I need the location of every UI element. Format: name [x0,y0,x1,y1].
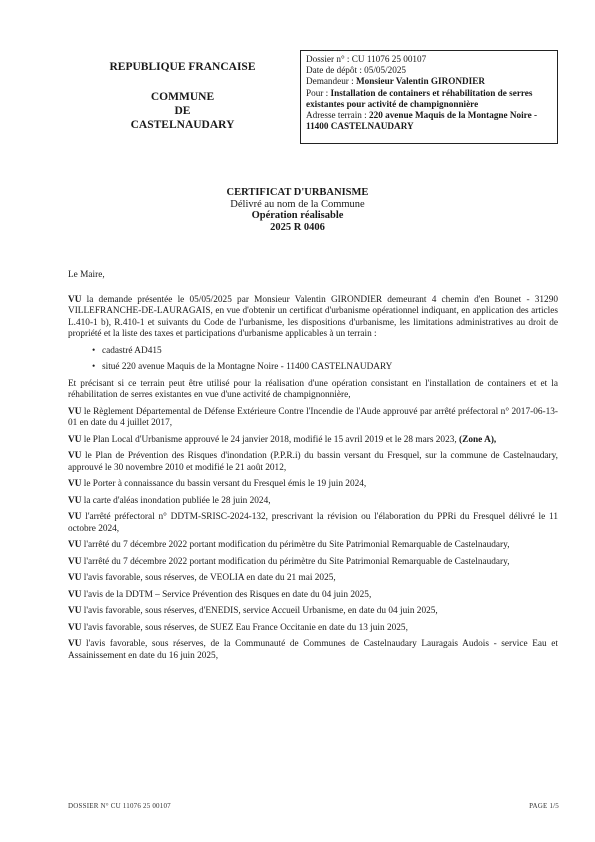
vu-label: VU [68,294,82,305]
paragraph-suez [68,623,558,635]
paragraph-ddtm [68,590,558,602]
republique-label: REPUBLIQUE FRANCAISE [109,61,256,73]
dossier-number: Dossier n° : CU 11076 25 00107 [306,54,427,64]
pour-label: Pour : [306,87,331,98]
paragraph-plu [68,435,558,447]
demandeur-label: Demandeur : [306,76,357,87]
adresse-value: 220 avenue Maquis de la Montagne Noire - 11400 CASTELNAUDARY [306,110,538,132]
vu-label: VU [68,556,82,567]
vu-label: VU [68,606,82,616]
paragraph-veolia [68,573,558,585]
bullet-situation: • situé 220 avenue Maquis de la Montagne Noire - 11400 CASTELNAUDARY [68,362,558,374]
paragraph-text: la demande présentée le 05/05/2025 par Monsieur Valentin GIRONDIER demeurant 4 chemin d'en Bounet - 31290 VILLEFRANCHE-DE-LAURAGAIS, en vue d'obtenir un certificat d'urbanisme opérationnel indiquant, en application des articles L.410-1 b), R.410-1 et suivants du Code de l'urbanisme, les dispositions d'urbanisme, les limitations administratives au droit de propriété et la liste des taxes et participations d'urbanisme applicables à un terrain : [68,294,558,339]
title-line-4: 2025 R 0406 [270,221,325,233]
title-line-1: CERTIFICAT D'URBANISME [226,187,369,198]
paragraph-demande [68,295,558,341]
paragraph-text: l'avis favorable, sous réserves, d'ENEDIS, service Accueil Urbanisme, en date du 04 juin 2025, [83,606,438,616]
paragraph-text: la carte d'aléas inondation publiée le 28 juin 2024, [83,495,271,506]
salutation: Le Maire, [68,270,105,280]
vu-label: VU [68,434,82,445]
pour-line [306,88,552,110]
document-title [0,187,595,233]
adresse-line [306,110,552,132]
paragraph-ppri [68,451,558,474]
vu-label: VU [68,639,82,649]
paragraph-enedis [68,606,558,618]
vu-label: VU [68,406,82,417]
vu-label: VU [68,622,82,633]
paragraph-porter-connaissance [68,479,558,491]
paragraph-text: l'avis favorable, sous réserves, de VEOLIA en date du 21 mai 2025, [83,573,336,583]
vu-label: VU [68,451,82,461]
paragraph-text: le Règlement Départemental de Défense Extérieure Contre l'Incendie de l'Aude approuvé par arrêté préfectoral n° 2017-06-13-01 en date du 4 juillet 2017, [68,406,558,428]
zone-label: (Zone A), [459,434,497,445]
adresse-label: Adresse terrain : [306,110,370,121]
vu-label: VU [68,495,82,506]
paragraph-spr-1 [68,540,558,552]
footer-page-number: PAGE 1/5 [529,802,559,810]
title-line-2: Délivré au nom de la Commune [230,198,365,210]
paragraph-text: l'avis de la DDTM – Service Prévention des Risques en date du 04 juin 2025, [83,589,372,600]
paragraph-carte-aleas [68,496,558,508]
demandeur-value: Monsieur Valentin GIRONDIER [356,76,486,87]
paragraph-text: l'arrêté du 7 décembre 2022 portant modification du périmètre du Site Patrimonial Remarquable de Castelnaudary, [83,556,510,567]
commune-line-2: DE [174,105,191,117]
commune-line-1: COMMUNE [150,91,215,103]
paragraph-text: l'arrêté du 7 décembre 2022 portant modification du périmètre du Site Patrimonial Remarquable de Castelnaudary, [83,540,510,550]
paragraph-text: l'arrêté préfectoral n° DDTM-SRISC-2024-132, prescrivant la révision ou l'élaboration du PPRi du Fresquel délivré le 11 octobre 2024, [68,512,558,534]
date-depot: Date de dépôt : 05/05/2025 [306,65,407,76]
paragraph-text: l'avis favorable, sous réserves, de la Communauté de Communes de Castelnaudary Lauragais Audois - service Eau et Assainissement en date du 16 juin 2025, [68,639,558,661]
document-body [68,270,558,667]
demandeur-line [306,76,552,87]
paragraph-precision: Et précisant si ce terrain peut être utilisé pour la réalisation d'une opération consistant en l'installation de containers et et la réhabilitation de serres existantes en vue d'une activité de champignonnière, [68,378,558,400]
vu-label: VU [68,589,82,600]
bullet-cadastre: • cadastré AD415 [68,346,558,358]
pour-value: Installation de containers et réhabilitation de serres existantes pour activité de champignonnière [306,87,533,109]
paragraph-text: le Porter à connaissance du bassin versant du Fresquel émis le 19 juin 2024, [83,479,367,489]
commune-line-3: CASTELNAUDARY [130,119,235,131]
footer-dossier: DOSSIER N° CU 11076 25 00107 [68,802,171,810]
paragraph-spr-2 [68,557,558,569]
issuer-header [70,56,295,132]
paragraph-text: le Plan Local d'Urbanisme approuvé le 24 janvier 2018, modifié le 15 avril 2019 et le 28 mars 2023, [83,434,457,445]
vu-label: VU [68,540,82,550]
dossier-info-box [300,50,558,144]
vu-label: VU [68,512,82,522]
vu-label: VU [68,479,82,489]
paragraph-arrete-prefectoral [68,512,558,535]
title-line-3: Opération réalisable [251,210,344,221]
paragraph-text: le Plan de Prévention des Risques d'inondation (P.P.R.i) du bassin versant du Fresquel, sur la commune de Castelnaudary, approuvé le 30 novembre 2010 et modifié le 21 août 2012, [68,451,558,473]
paragraph-text: l'avis favorable, sous réserves, de SUEZ Eau France Occitanie en date du 13 juin 2025, [83,622,408,633]
paragraph-rddeci [68,407,558,430]
paragraph-communaute-communes [68,639,558,662]
vu-label: VU [68,573,82,583]
